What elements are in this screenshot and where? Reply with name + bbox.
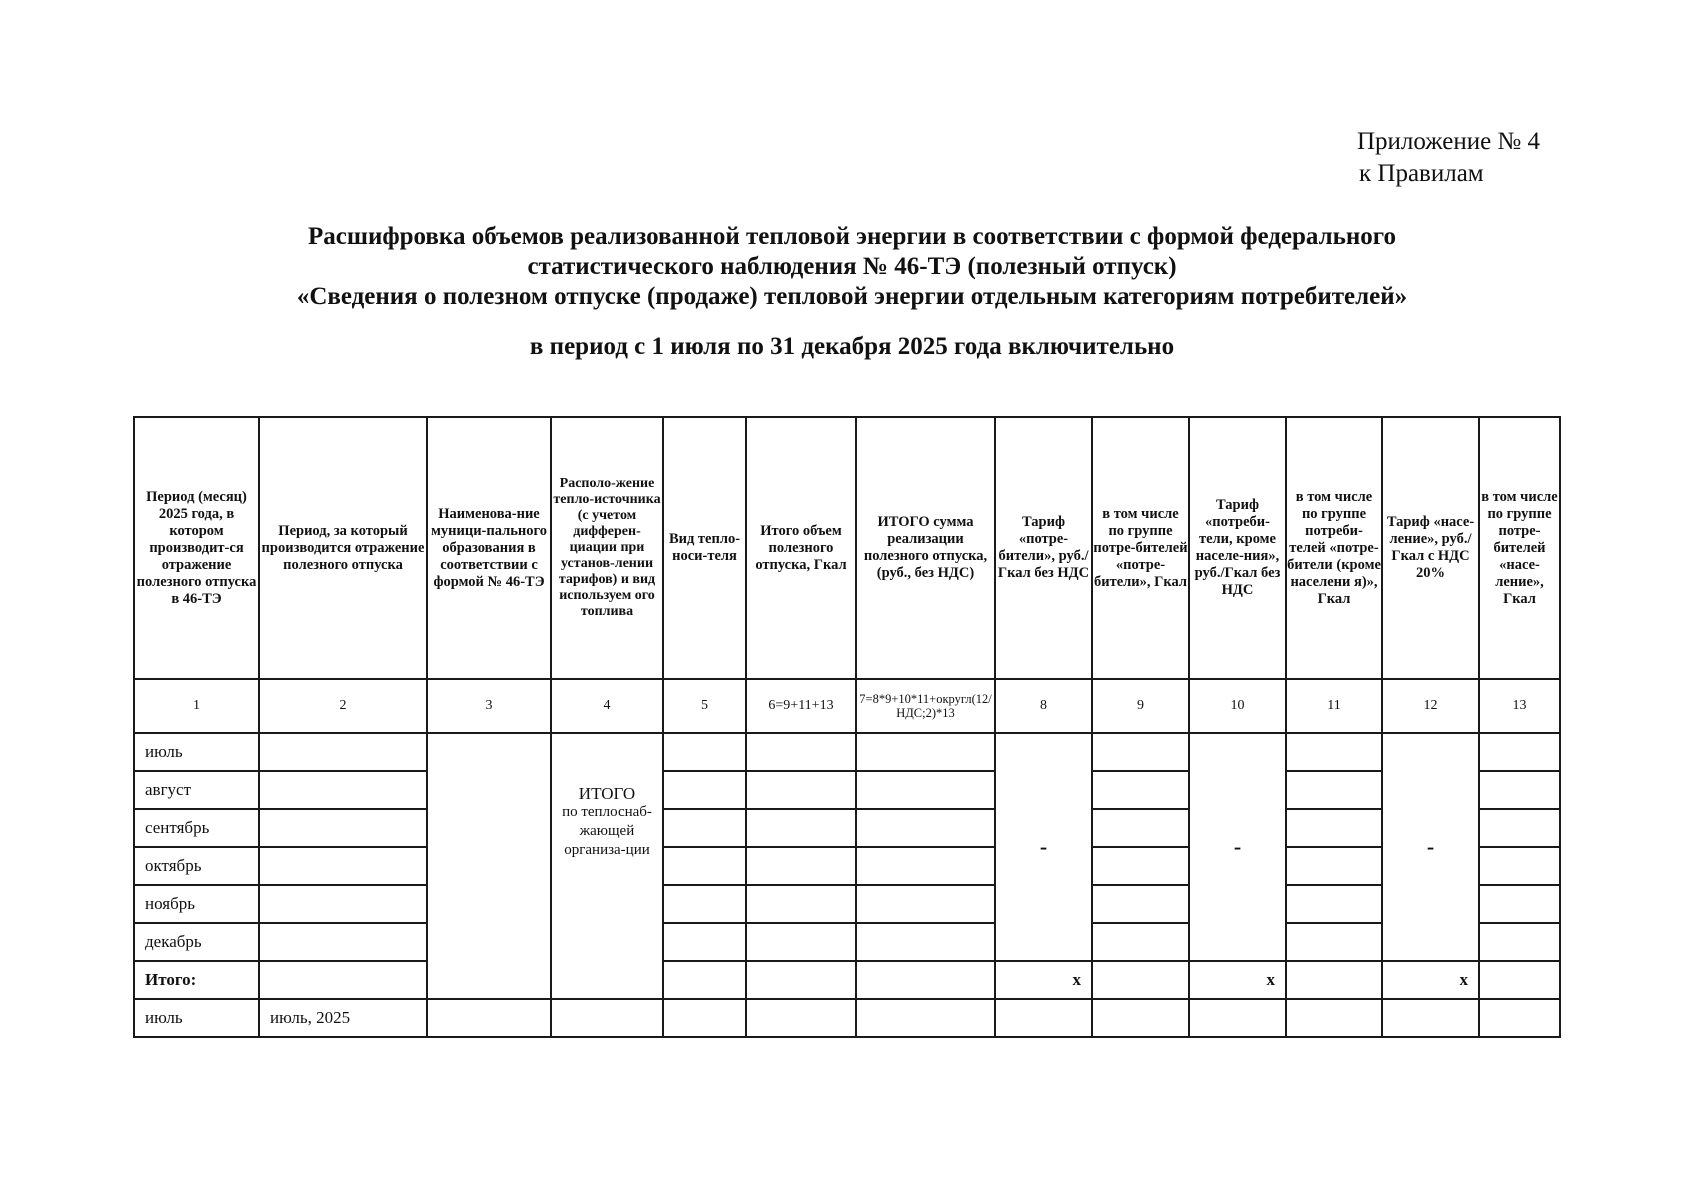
table-cell (1479, 771, 1560, 809)
header-col-5: Вид тепло-носи-теля (663, 417, 746, 679)
title-line3: «Сведения о полезном отпуске (продаже) тепловой энергии отдельным категориям потребителей» (296, 283, 1408, 310)
table-cell (746, 961, 856, 999)
table-cell (259, 923, 427, 961)
table-cell (663, 999, 746, 1037)
table-row (134, 999, 1560, 1037)
header-col-12: Тариф «насе-ление», руб./Гкал с НДС 20% (1382, 417, 1479, 679)
col-number: 6=9+11+13 (746, 679, 856, 733)
appendix-line1: Приложение № 4 (1357, 128, 1541, 155)
table-cell (856, 923, 995, 961)
table-cell (1286, 771, 1382, 809)
total-row (134, 961, 1560, 999)
table-cell (259, 733, 427, 771)
table-cell (1092, 961, 1189, 999)
table-cell (1286, 885, 1382, 923)
itogo-label: ИТОГО (578, 784, 636, 803)
table-cell (551, 999, 663, 1037)
appendix-line2: к Правилам (1359, 160, 1484, 187)
table-cell (746, 999, 856, 1037)
table-cell (663, 923, 746, 961)
column-number-row (134, 679, 1560, 733)
table-cell (663, 961, 746, 999)
col-number: 5 (663, 679, 746, 733)
table-cell (1092, 885, 1189, 923)
col-number: 8 (995, 679, 1092, 733)
col-number: 3 (427, 679, 551, 733)
table-cell (746, 809, 856, 847)
month-cell: декабрь (134, 923, 259, 961)
table-row (134, 847, 1560, 885)
report-table (133, 416, 1561, 1038)
table-cell (1286, 809, 1382, 847)
header-col-1: Период (месяц) 2025 года, в котором производит-ся отражение полезного отпуска в 46-ТЭ (134, 417, 259, 679)
table-cell (1479, 885, 1560, 923)
title-line2: статистического наблюдения № 46-ТЭ (полезный отпуск) (527, 253, 1177, 280)
table-cell (746, 771, 856, 809)
table-cell (746, 847, 856, 885)
table-cell (995, 999, 1092, 1037)
total-label: Итого: (134, 961, 259, 999)
table-cell (1479, 809, 1560, 847)
header-row (134, 417, 1560, 679)
col-number: 10 (1189, 679, 1286, 733)
municipality-merged-cell (427, 733, 551, 999)
header-col-4: Располо-жение тепло-источника (с учетом дифферен-циации при установ-лении тарифов) и вид используем ого топлива (551, 417, 663, 679)
document-title (140, 222, 1564, 362)
col-number: 1 (134, 679, 259, 733)
table-cell (259, 847, 427, 885)
table-cell (1189, 999, 1286, 1037)
table-cell (1286, 961, 1382, 999)
table-cell (427, 999, 551, 1037)
table-cell (1479, 961, 1560, 999)
table-cell (1382, 999, 1479, 1037)
month-cell: июль (134, 999, 259, 1037)
table-cell (663, 809, 746, 847)
table-cell (259, 809, 427, 847)
table-cell (1092, 733, 1189, 771)
title-line1: Расшифровка объемов реализованной тепловой энергии в соответствии с формой федерального (307, 223, 1397, 250)
header-col-10: Тариф «потреби-тели, кроме населе-ния», руб./Гкал без НДС (1189, 417, 1286, 679)
header-col-8: Тариф «потре-бители», руб./Гкал без НДС (995, 417, 1092, 679)
table-cell (746, 733, 856, 771)
table-cell (663, 733, 746, 771)
table-cell (1479, 923, 1560, 961)
col-number: 9 (1092, 679, 1189, 733)
month-cell: июль (134, 733, 259, 771)
table-cell (1092, 999, 1189, 1037)
tariff-non-population-dash: - (1189, 733, 1286, 961)
header-col-3: Наименова-ние муници-пального образования в соответствии с формой № 46-ТЭ (427, 417, 551, 679)
table-cell (663, 771, 746, 809)
col-number: 12 (1382, 679, 1479, 733)
header-col-6: Итого объем полезного отпуска, Гкал (746, 417, 856, 679)
col-number: 11 (1286, 679, 1382, 733)
table-cell (259, 771, 427, 809)
table-cell (856, 885, 995, 923)
header-col-2: Период, за который производится отражение полезного отпуска (259, 417, 427, 679)
table-cell (1092, 771, 1189, 809)
table-cell (663, 847, 746, 885)
table-cell (856, 771, 995, 809)
table-row (134, 733, 1560, 771)
month-cell: сентябрь (134, 809, 259, 847)
month-cell: август (134, 771, 259, 809)
table-row (134, 809, 1560, 847)
month-cell: октябрь (134, 847, 259, 885)
table-cell (1286, 847, 1382, 885)
total-x-mark: х (995, 961, 1092, 999)
month-cell: ноябрь (134, 885, 259, 923)
header-col-13: в том числе по группе потре-бителей «насе-ление», Гкал (1479, 417, 1560, 679)
itogo-sub-label: по теплоснаб-жающей организа-ции (562, 804, 652, 858)
table-cell (1286, 999, 1382, 1037)
appendix-label (1357, 126, 1540, 190)
total-x-mark: х (1382, 961, 1479, 999)
header-col-11: в том числе по группе потреби-телей «потре-бители (кроме населени я)», Гкал (1286, 417, 1382, 679)
table-cell (259, 885, 427, 923)
total-x-mark: х (1189, 961, 1286, 999)
table-cell (1092, 847, 1189, 885)
col-number: 7=8*9+10*11+округл(12/НДС;2)*13 (856, 679, 995, 733)
col-number: 4 (551, 679, 663, 733)
table-cell (856, 961, 995, 999)
table-cell (856, 999, 995, 1037)
table-cell (856, 847, 995, 885)
table-cell (856, 733, 995, 771)
table-cell (1092, 809, 1189, 847)
title-period: в период с 1 июля по 31 декабря 2025 года включительно (529, 333, 1175, 360)
table-cell (1479, 999, 1560, 1037)
table-cell (1286, 733, 1382, 771)
table-row (134, 885, 1560, 923)
header-col-7: ИТОГО сумма реализации полезного отпуска, (руб., без НДС) (856, 417, 995, 679)
table-cell (259, 961, 427, 999)
col-number: 2 (259, 679, 427, 733)
table-cell (1286, 923, 1382, 961)
tariff-population-dash: - (1382, 733, 1479, 961)
table-cell (663, 885, 746, 923)
tariff-consumers-dash: - (995, 733, 1092, 961)
col-number: 13 (1479, 679, 1560, 733)
table-cell (856, 809, 995, 847)
table-row (134, 771, 1560, 809)
table-row (134, 923, 1560, 961)
table-cell (746, 923, 856, 961)
table-cell (1092, 923, 1189, 961)
table-cell (1479, 847, 1560, 885)
table-cell (746, 885, 856, 923)
period-cell: июль, 2025 (259, 999, 427, 1037)
header-col-9: в том числе по группе потре-бителей «потре-бители», Гкал (1092, 417, 1189, 679)
itogo-merged-cell (551, 733, 663, 999)
table-cell (1479, 733, 1560, 771)
